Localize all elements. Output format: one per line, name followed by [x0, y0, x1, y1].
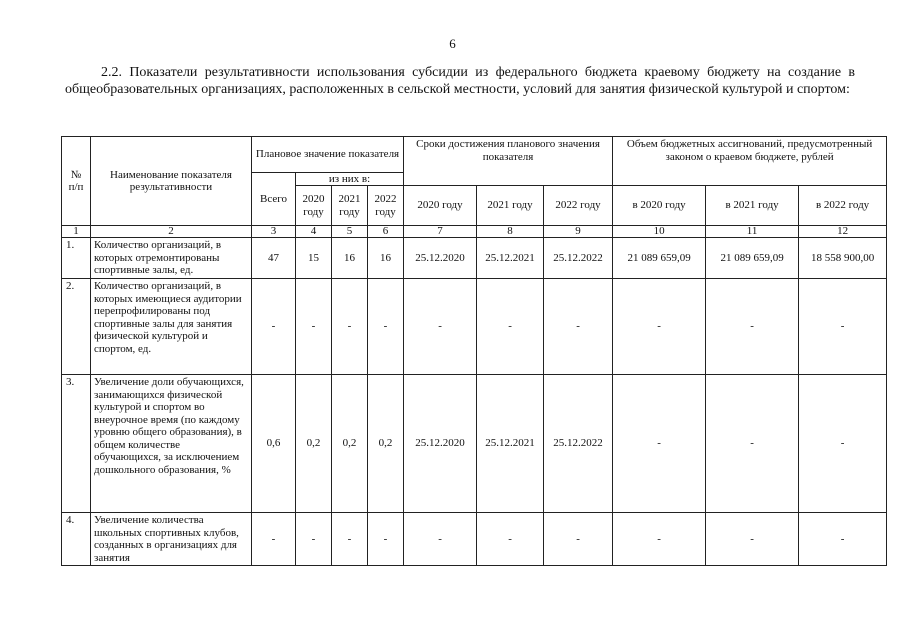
- row-value: 0,2: [296, 375, 332, 513]
- header-year-2020: 2020 году: [296, 186, 332, 226]
- section-heading-text: 2.2. Показатели результативности использования субсидии из федерального бюджета краевому бюджету на создание в общеобразовательных организациях, расположенных в сельской местности, условий для занятия физической культурой и спортом:: [65, 65, 855, 97]
- row-value: 25.12.2022: [544, 375, 613, 513]
- row-value: -: [252, 279, 296, 375]
- column-number: 8: [477, 226, 544, 238]
- row-value: 21 089 659,09: [613, 238, 706, 279]
- row-value: -: [296, 279, 332, 375]
- row-num: 1.: [62, 238, 91, 279]
- column-number: 9: [544, 226, 613, 238]
- row-value: 16: [332, 238, 368, 279]
- header-total: Всего: [252, 173, 296, 226]
- row-value: 0,2: [332, 375, 368, 513]
- row-value: -: [477, 513, 544, 566]
- row-value: -: [613, 279, 706, 375]
- row-name: Количество организаций, в которых имеющиеся аудитории перепрофилированы под спортивные залы для занятия физической культурой и спортом, ед.: [91, 279, 252, 375]
- header-year-2022: 2022 году: [368, 186, 404, 226]
- row-value: -: [404, 279, 477, 375]
- row-value: 25.12.2021: [477, 375, 544, 513]
- column-number: 10: [613, 226, 706, 238]
- row-value: 16: [368, 238, 404, 279]
- header-of-which: из них в:: [296, 173, 404, 186]
- column-number: 3: [252, 226, 296, 238]
- table-row: [62, 238, 887, 279]
- row-value: -: [613, 513, 706, 566]
- row-value: 25.12.2020: [404, 375, 477, 513]
- row-value: -: [252, 513, 296, 566]
- column-number: 6: [368, 226, 404, 238]
- row-name: Количество организаций, в которых отремонтированы спортивные залы, ед.: [91, 238, 252, 279]
- row-value: 25.12.2022: [544, 238, 613, 279]
- row-value: -: [296, 513, 332, 566]
- column-number-row: [62, 226, 887, 238]
- row-value: -: [544, 513, 613, 566]
- column-number: 4: [296, 226, 332, 238]
- table-row: [62, 279, 887, 375]
- row-value: -: [477, 279, 544, 375]
- column-number: 11: [706, 226, 799, 238]
- row-name: Увеличение доли обучающихся, занимающихся физической культурой и спортом во внеурочное время (по каждому уровню общего образования), в общем количестве обучающихся, за исключением дошкольного образования, %: [91, 375, 252, 513]
- row-num: 2.: [62, 279, 91, 375]
- table-row: [62, 375, 887, 513]
- row-value: 18 558 900,00: [799, 238, 887, 279]
- row-value: 0,2: [368, 375, 404, 513]
- row-name: Увеличение количества школьных спортивных клубов, созданных в организациях для занятия: [91, 513, 252, 566]
- page-number: 6: [449, 36, 456, 51]
- header-name: Наименование показателя результативности: [91, 137, 252, 226]
- header-deadlines: Сроки достижения планового значения показателя: [404, 137, 613, 186]
- header-planned: Плановое значение показателя: [252, 137, 404, 173]
- header-budget-2020: в 2020 году: [613, 186, 706, 226]
- row-value: -: [368, 513, 404, 566]
- row-value: 21 089 659,09: [706, 238, 799, 279]
- row-value: -: [368, 279, 404, 375]
- row-value: -: [799, 375, 887, 513]
- row-value: -: [706, 279, 799, 375]
- row-value: 0,6: [252, 375, 296, 513]
- column-number: 5: [332, 226, 368, 238]
- header-budget: Объем бюджетных ассигнований, предусмотренный законом о краевом бюджете, рублей: [613, 137, 887, 186]
- header-year-2021: 2021 году: [332, 186, 368, 226]
- row-value: -: [332, 513, 368, 566]
- row-value: -: [332, 279, 368, 375]
- table-row: [62, 513, 887, 566]
- row-value: 25.12.2021: [477, 238, 544, 279]
- row-value: 47: [252, 238, 296, 279]
- header-budget-2021: в 2021 году: [706, 186, 799, 226]
- column-number: 1: [62, 226, 91, 238]
- header-deadline-2020: 2020 году: [404, 186, 477, 226]
- header-budget-2022: в 2022 году: [799, 186, 887, 226]
- row-value: -: [706, 375, 799, 513]
- row-value: -: [799, 513, 887, 566]
- row-num: 3.: [62, 375, 91, 513]
- indicators-table: [61, 136, 887, 566]
- header-deadline-2022: 2022 году: [544, 186, 613, 226]
- column-number: 12: [799, 226, 887, 238]
- section-heading: [65, 64, 855, 98]
- row-value: -: [613, 375, 706, 513]
- header-deadline-2021: 2021 году: [477, 186, 544, 226]
- row-value: -: [544, 279, 613, 375]
- header-num: № п/п: [62, 137, 91, 226]
- column-number: 2: [91, 226, 252, 238]
- row-value: -: [706, 513, 799, 566]
- row-value: -: [799, 279, 887, 375]
- row-num: 4.: [62, 513, 91, 566]
- row-value: -: [404, 513, 477, 566]
- column-number: 7: [404, 226, 477, 238]
- row-value: 25.12.2020: [404, 238, 477, 279]
- row-value: 15: [296, 238, 332, 279]
